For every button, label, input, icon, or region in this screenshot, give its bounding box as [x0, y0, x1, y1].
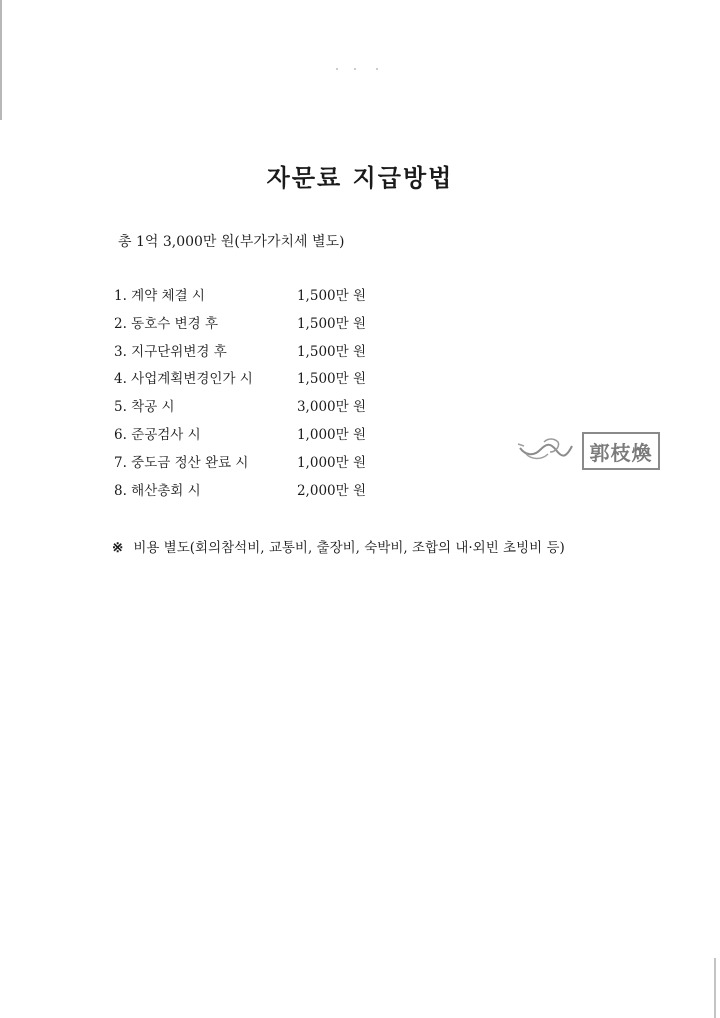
payment-item: [114, 423, 384, 451]
total-fee: 총 1억 3,000만 원(부가가치세 별도): [118, 234, 345, 250]
payment-amount: 1,000만 원: [296, 426, 366, 443]
name-seal: 郭枝煥: [582, 432, 660, 470]
note-mark: ※: [112, 540, 124, 556]
payment-item: [114, 312, 384, 340]
payment-amount: 3,000만 원: [296, 399, 366, 416]
payment-item: [114, 367, 384, 395]
payment-schedule: [114, 284, 384, 506]
payment-label: 6. 준공검사 시: [114, 426, 201, 443]
signature-stamp: [516, 430, 666, 476]
payment-item: [114, 340, 384, 368]
payment-item: [114, 479, 384, 507]
scan-specks: [330, 68, 390, 72]
cost-note: [112, 534, 612, 562]
payment-label: 4. 사업계획변경인가 시: [114, 371, 253, 388]
payment-label: 7. 중도금 정산 완료 시: [114, 454, 249, 471]
payment-amount: 1,500만 원: [296, 288, 366, 304]
payment-label: 5. 착공 시: [114, 399, 175, 416]
payment-label: 3. 지구단위변경 후: [114, 343, 227, 360]
payment-amount: 1,500만 원: [296, 343, 366, 360]
payment-label: 1. 계약 체결 시: [114, 288, 205, 304]
payment-item: [114, 284, 384, 312]
payment-label: 2. 동호수 변경 후: [114, 315, 218, 332]
payment-label: 8. 해산총회 시: [114, 482, 201, 499]
note-text: 비용 별도(회의참석비, 교통비, 출장비, 숙박비, 조합의 내·외빈 초빙비 등): [133, 540, 565, 556]
payment-amount: 1,000만 원: [296, 454, 366, 471]
signature-scribble: [516, 430, 580, 476]
scan-edge-right: [714, 958, 716, 1018]
payment-amount: 1,500만 원: [296, 315, 366, 332]
payment-amount: 1,500만 원: [296, 371, 366, 388]
payment-amount: 2,000만 원: [296, 482, 366, 499]
scan-edge-left: [0, 0, 2, 120]
payment-item: [114, 395, 384, 423]
payment-item: [114, 451, 384, 479]
document-title: 자문료 지급방법: [266, 163, 454, 192]
